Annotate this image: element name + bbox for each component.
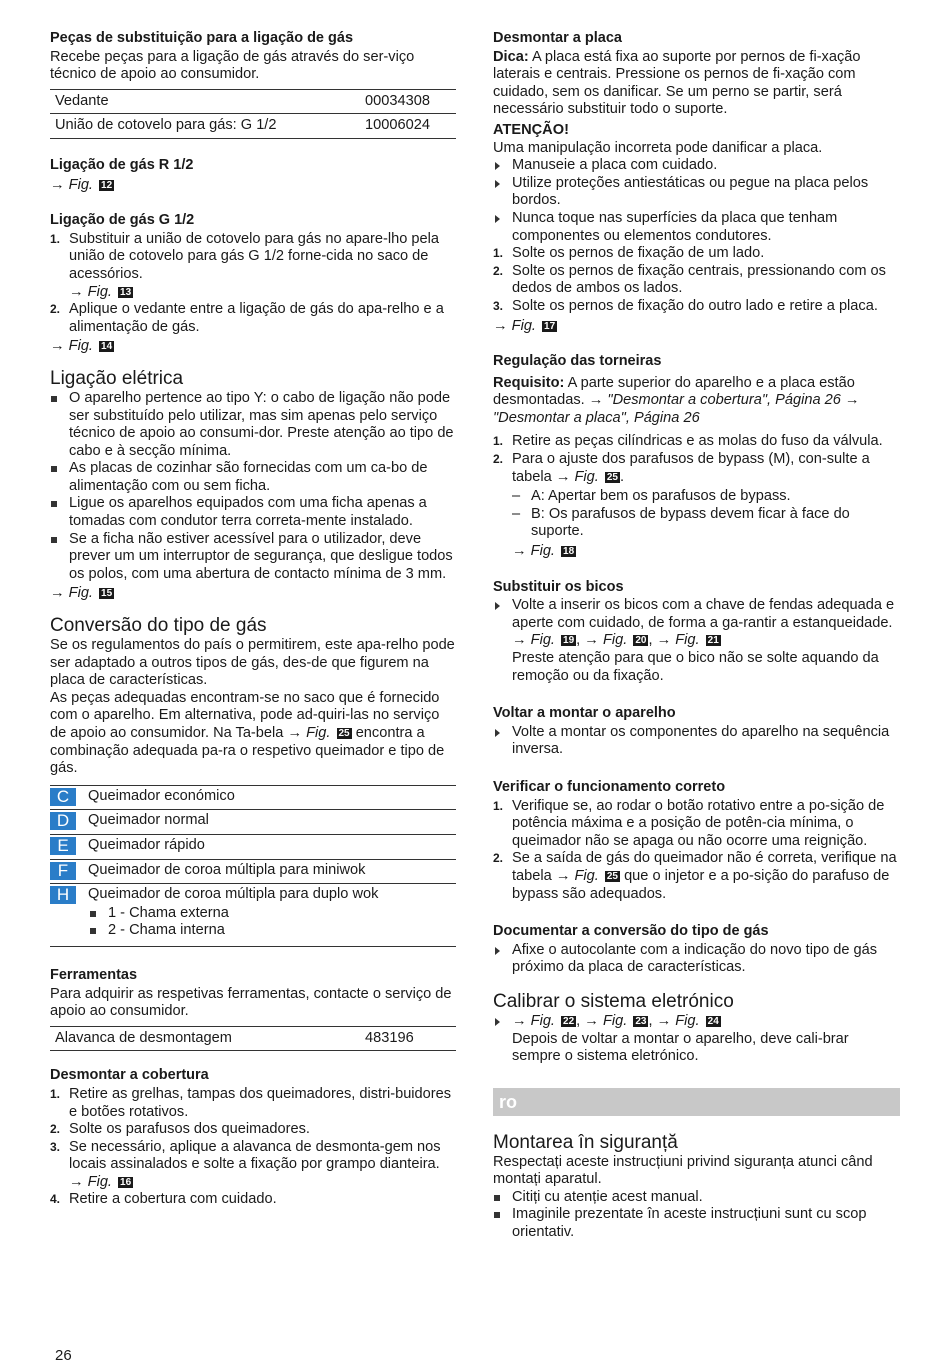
- document-list: [493, 942, 900, 977]
- attention-list: [493, 157, 900, 245]
- part-name: Vedante: [50, 89, 360, 114]
- burner-letter: F: [50, 862, 76, 880]
- burner-label: Queimador rápido: [84, 834, 456, 859]
- burner-table: [50, 785, 456, 947]
- list-item: 1. Substituir a união de cotovelo para gás no apare-lho pela união de cotovelo para gás G 1/2 forne-cida no saco de acessórios. → Fig. 13: [50, 230, 439, 300]
- tools-intro: Para adquirir as respetivas ferramentas, contacte o serviço de apoio ao consumidor.: [50, 985, 452, 1020]
- list-item: 2. Se a saída de gás do queimador não é correta, verifique na tabela → Fig. 25 que o injetor e a po-sição do parafuso de bypass são adequados.: [493, 850, 897, 902]
- verify-steps: [493, 798, 900, 904]
- tool-code: 483196: [360, 1026, 456, 1051]
- list-item: 1 - Chama externa: [88, 905, 452, 923]
- g12-heading: Ligação de gás G 1/2: [50, 212, 195, 229]
- list-item: Volte a montar os componentes do aparelho na sequência inversa.: [493, 724, 900, 759]
- burner-letter: H: [50, 886, 76, 904]
- flame-list: [88, 905, 452, 940]
- cover-steps: [50, 1086, 456, 1209]
- parts-table: [50, 89, 456, 139]
- burner-letter: E: [50, 837, 76, 855]
- plate-fig-ref: → Fig. 17: [493, 317, 556, 334]
- r12-fig-ref: → Fig. 12: [50, 176, 113, 193]
- electric-fig-ref: → Fig. 15: [50, 585, 113, 602]
- ro-heading: Montarea în siguranță: [493, 1131, 678, 1153]
- list-item: 1. Solte os pernos de fixação de um lado.: [493, 245, 765, 262]
- nozzles-list: [493, 597, 900, 685]
- plate-link[interactable]: "Desmontar a placa", Página 26: [493, 409, 700, 426]
- conversion-heading: Conversão do tipo de gás: [50, 615, 267, 637]
- list-item: – B: Os parafusos de bypass devem ficar à face do suporte.: [512, 505, 850, 540]
- taps-fig-ref: → Fig. 18: [512, 543, 575, 560]
- table-row: [50, 834, 456, 859]
- list-item: 3. Se necessário, aplique a alavanca de desmonta-gem nos locais assinalados e solte a fixação por grampo dianteira. → Fig. 16: [50, 1138, 441, 1190]
- burner-label: Queimador de coroa múltipla para miniwok: [84, 859, 456, 884]
- plate-tip: Dica: A placa está fixa ao suporte por pernos de fi-xação laterais e centrais. Pressione os pernos de fi-xação com cuidado, sem os danificar. Se um perno se partir, será necessário substituir todo o suporte.: [493, 48, 861, 118]
- cover-heading: Desmontar a cobertura: [50, 1067, 209, 1084]
- figure-badge: 18: [563, 546, 575, 558]
- burner-letter: C: [50, 788, 76, 806]
- part-code: 10006024: [360, 114, 456, 139]
- bypass-options: [493, 488, 900, 541]
- list-item: Citiți cu atenție acest manual.: [493, 1189, 900, 1207]
- page-number: 26: [55, 1347, 72, 1363]
- figure-badge: 16: [120, 1176, 132, 1188]
- taps-heading: Regulação das torneiras: [493, 353, 662, 370]
- list-item: 3. Solte os pernos de fixação do outro lado e retire a placa.: [493, 297, 878, 314]
- list-item: Imaginile prezentate în aceste instrucțiuni sunt cu scop orientativ.: [493, 1206, 900, 1241]
- electric-list: [50, 390, 456, 584]
- attention-text: Uma manipulação incorreta pode danificar a placa.: [493, 139, 823, 156]
- left-column: [50, 30, 456, 1209]
- part-name: União de cotovelo para gás: G 1/2: [50, 114, 360, 139]
- list-item: Se a ficha não estiver acessível para o utilizador, deve prever um um interruptor de segurança, que desligue todos os polos, com uma abertura de contacto mínima de 3 mm.: [50, 531, 456, 584]
- list-item: Afixe o autocolante com a indicação do novo tipo de gás próximo da placa de características.: [493, 942, 900, 977]
- plate-steps: [493, 245, 900, 315]
- taps-steps: [493, 433, 900, 486]
- reassemble-list: [493, 724, 900, 759]
- table-row: [50, 810, 456, 835]
- figure-badge: 22: [563, 1015, 575, 1027]
- cover-link[interactable]: "Desmontar a cobertura", Página 26: [607, 392, 841, 409]
- ro-intro: Respectați aceste instrucțiuni privind siguranța atunci când montați aparatul.: [493, 1153, 873, 1188]
- tool-name: Alavanca de desmontagem: [50, 1026, 360, 1051]
- list-item: 2. Para o ajuste dos parafusos de bypass (M), con-sulte a tabela → Fig. 25 .: [493, 451, 870, 485]
- table-row: [50, 114, 456, 139]
- list-item: 1. Verifique se, ao rodar o botão rotativo entre a po-sição de potência máxima e a posição de potên-cia mínima, o queimador não se apaga ou não ocorre uma reignição.: [493, 797, 885, 849]
- figure-badge: 23: [635, 1015, 647, 1027]
- list-item: 2 - Chama interna: [88, 922, 452, 940]
- list-item: 2. Aplique o vedante entre a ligação de gás do apa-relho e a alimentação de gás.: [50, 301, 444, 335]
- figure-badge: 25: [338, 728, 350, 739]
- g12-steps: [50, 231, 456, 337]
- language-section-bar: ro: [493, 1088, 900, 1116]
- table-row: [50, 859, 456, 884]
- burner-label: Queimador económico: [84, 785, 456, 810]
- figure-badge: 19: [563, 635, 575, 647]
- figure-badge: 20: [635, 635, 647, 647]
- tools-heading: Ferramentas: [50, 966, 138, 983]
- list-item: O aparelho pertence ao tipo Y: o cabo de ligação não pode ser substituído pelo utilizar, mas sim apenas pelo serviço técnico de apoio ao consumi-dor. Preste atenção ao tipo de cabo e à secção mínima.: [50, 390, 456, 460]
- table-row: [50, 89, 456, 114]
- figure-badge: 25: [606, 471, 618, 483]
- list-item: 1. Retire as peças cilíndricas e as molas do fuso da válvula.: [493, 433, 883, 450]
- figure-badge: 12: [101, 179, 113, 191]
- list-item: – A: Apertar bem os parafusos de bypass.: [512, 488, 791, 505]
- electric-heading: Ligação elétrica: [50, 367, 184, 389]
- burner-label: Queimador de coroa múltipla para duplo wok: [88, 886, 379, 903]
- ro-list: [493, 1189, 900, 1242]
- figure-badge: 17: [544, 320, 556, 332]
- right-column: [493, 30, 900, 1242]
- list-item: 2. Solte os parafusos dos queimadores.: [50, 1121, 310, 1138]
- list-item: 4. Retire a cobertura com cuidado.: [50, 1191, 277, 1208]
- g12-fig-ref: → Fig. 14: [50, 338, 113, 355]
- document-heading: Documentar a conversão do tipo de gás: [493, 923, 769, 940]
- burner-letter: D: [50, 812, 76, 830]
- conversion-paragraph-2: As peças adequadas encontram-se no saco que é fornecido com o aparelho. Em alternativa, pode ad-quiri-las no serviço de apoio ao consumidor. Na Ta-bela → Fig. 25 encontra a combinação adequada pa-ra o respetivo queimador e tipo de gás.: [50, 689, 445, 777]
- figure-badge: 13: [120, 286, 132, 298]
- list-item: Utilize proteções antiestáticas ou pegue na placa pelos bordos.: [493, 175, 900, 210]
- nozzles-heading: Substituir os bicos: [493, 578, 624, 595]
- burner-label: Queimador normal: [84, 810, 456, 835]
- list-item: Volte a inserir os bicos com a chave de fendas adequada e aperte com cuidado, de forma a ga-rantir a estanqueidade. → Fig. 19 , → Fig. 20 , → Fig. 21 Preste atenção para que o bico não se solte aquando da remoção ou da fixação.: [493, 597, 900, 685]
- tools-table: [50, 1026, 456, 1052]
- list-item: → Fig. 22 , → Fig. 23 , → Fig. 24 Depois de voltar a montar o aparelho, deve cali-brar sempre o sistema eletrónico.: [493, 1013, 900, 1066]
- reassemble-heading: Voltar a montar o aparelho: [493, 705, 676, 722]
- parts-intro: Recebe peças para a ligação de gás através do ser-viço técnico de apoio ao consumidor.: [50, 48, 415, 83]
- list-item: Manuseie a placa com cuidado.: [493, 157, 900, 175]
- conversion-paragraph-1: Se os regulamentos do país o permitirem, este apa-relho pode ser adaptado a outros tipos de gás, des-de que figurem na placa de características.: [50, 637, 455, 689]
- list-item: As placas de cozinhar são fornecidas com um ca-bo de alimentação com ou sem ficha.: [50, 460, 456, 495]
- calibrate-list: [493, 1013, 900, 1066]
- figure-badge: 24: [707, 1015, 719, 1027]
- r12-heading: Ligação de gás R 1/2: [50, 156, 194, 173]
- figure-badge: 14: [101, 341, 113, 353]
- taps-requirement: Requisito: A parte superior do aparelho e a placa estão desmontadas. → "Desmontar a cobertura", Página 26 → "Desmontar a placa", Página 26: [493, 374, 860, 426]
- list-item: 2. Solte os pernos de fixação centrais, pressionando com os dedos de ambos os lados.: [493, 262, 886, 297]
- list-item: Ligue os aparelhos equipados com uma ficha apenas a tomadas com condutor terra correta-mente instalado.: [50, 495, 456, 530]
- plate-heading: Desmontar a placa: [493, 30, 622, 46]
- table-row: [50, 785, 456, 810]
- parts-heading: Peças de substituição para a ligação de gás: [50, 30, 354, 46]
- figure-badge: 15: [101, 588, 113, 600]
- part-code: 00034308: [360, 89, 456, 114]
- list-item: 1. Retire as grelhas, tampas dos queimadores, distri-buidores e botões rotativos.: [50, 1085, 452, 1120]
- figure-badge: 25: [606, 870, 618, 882]
- attention-label: ATENÇÃO!: [493, 121, 569, 138]
- calibrate-heading: Calibrar o sistema eletrónico: [493, 990, 734, 1012]
- figure-badge: 21: [707, 635, 719, 647]
- table-row: [50, 1026, 456, 1051]
- table-row: [50, 884, 456, 947]
- verify-heading: Verificar o funcionamento correto: [493, 778, 726, 795]
- list-item: Nunca toque nas superfícies da placa que tenham componentes ou elementos condutores.: [493, 210, 900, 245]
